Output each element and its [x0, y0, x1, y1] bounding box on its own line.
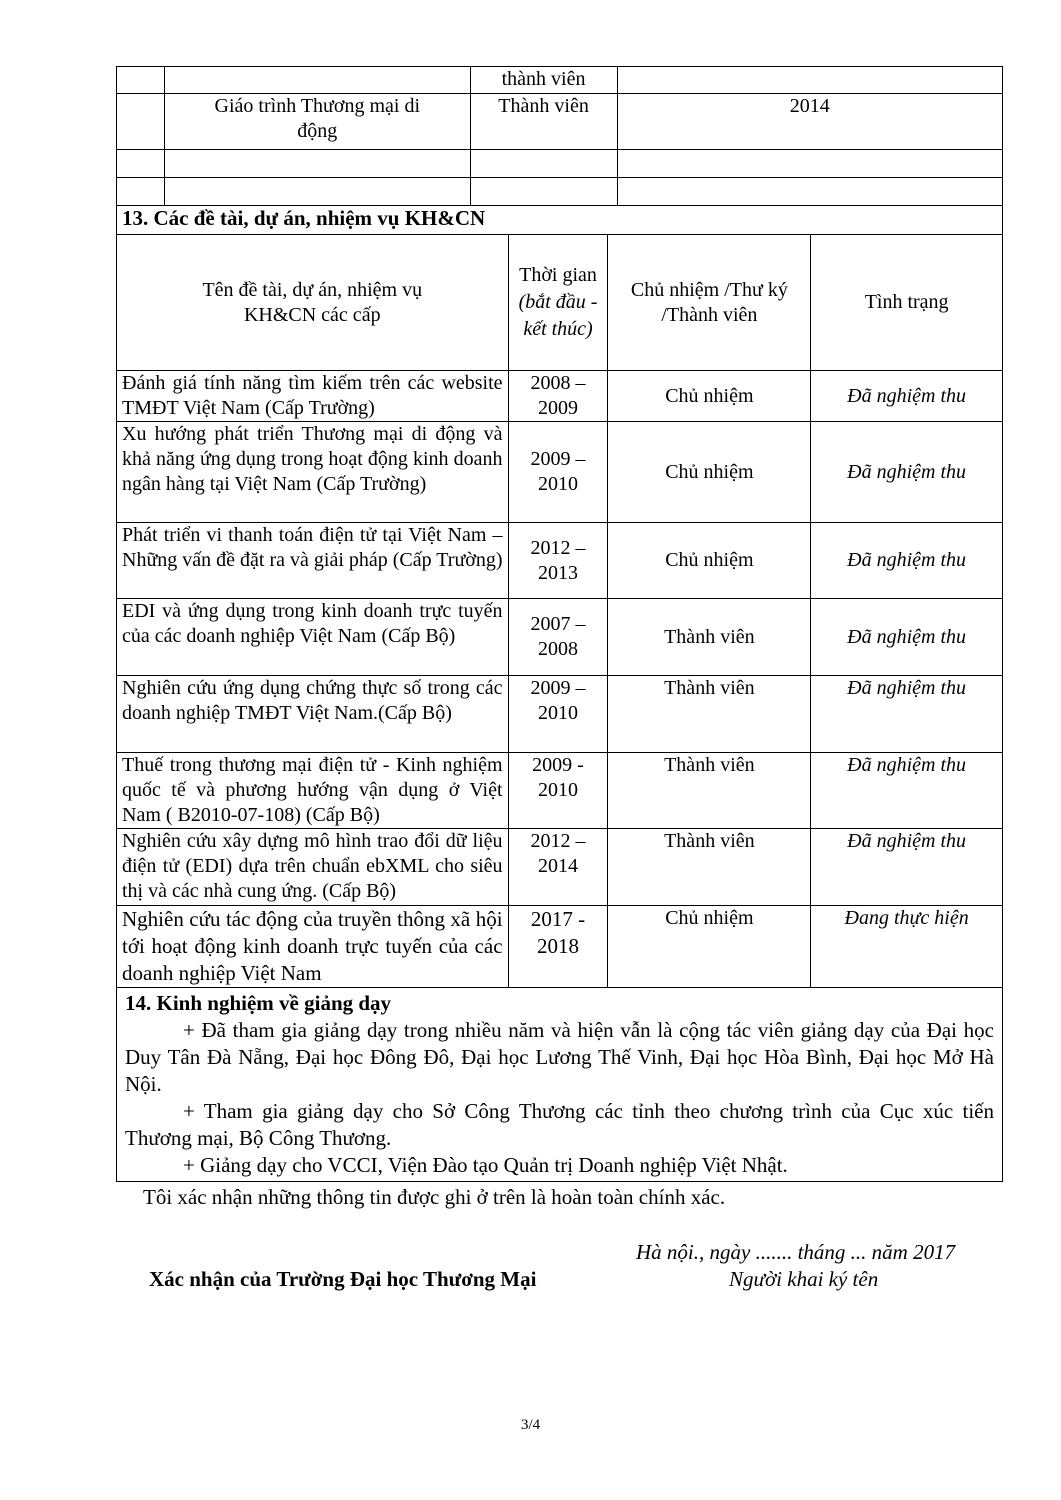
publication-year: 2014	[617, 94, 1003, 150]
project-status: Đã nghiệm thu	[811, 676, 1003, 753]
publication-role: thành viên	[470, 67, 617, 94]
project-name: Đánh giá tính năng tìm kiếm trên các website TMĐT Việt Nam (Cấp Trường)	[117, 371, 509, 422]
section-14	[117, 988, 1003, 1182]
section-14-heading: 14. Kinh nghiệm về giảng dạy	[125, 991, 392, 1015]
table-row	[117, 371, 1003, 422]
teaching-paragraph-3: + Giảng dạy cho VCCI, Viện Đào tạo Quản trị Doanh nghiệp Việt Nhật.	[183, 1153, 788, 1177]
date-line: Hà nội., ngày ....... tháng ... năm 2017	[636, 1240, 956, 1264]
header-role: Chủ nhiệm /Thư ký /Thành viên	[608, 235, 811, 371]
table-row	[117, 94, 1003, 150]
project-time: 2009 – 2010	[508, 676, 608, 753]
project-role: Thành viên	[608, 829, 811, 906]
publication-title	[164, 150, 470, 178]
table-cell	[117, 178, 165, 206]
header-time-label: Thời gian	[519, 264, 597, 286]
project-role: Chủ nhiệm	[608, 371, 811, 422]
project-time: 2017 - 2018	[508, 906, 608, 988]
table-row	[117, 523, 1003, 599]
project-status: Đã nghiệm thu	[811, 422, 1003, 523]
project-name: Nghiên cứu tác động của truyền thông xã hội tới hoạt động kinh doanh trực tuyến của các doanh nghiệp Việt Nam	[117, 906, 509, 988]
publication-title	[164, 67, 470, 94]
university-confirmation: Xác nhận của Trường Đại học Thương Mại	[149, 1267, 537, 1291]
table-row	[117, 178, 1003, 206]
project-name: Nghiên cứu ứng dụng chứng thực số trong các doanh nghiệp TMĐT Việt Nam.(Cấp Bộ)	[117, 676, 509, 753]
project-status: Đã nghiệm thu	[811, 753, 1003, 829]
table-row	[117, 829, 1003, 906]
project-role: Thành viên	[608, 753, 811, 829]
publication-title: Giáo trình Thương mại di động	[164, 94, 470, 150]
project-name: Thuế trong thương mại điện tử - Kinh nghiệm quốc tế và phương hướng vận dụng ở Việt Nam ( B2010-07-108) (Cấp Bộ)	[117, 753, 509, 829]
project-role: Chủ nhiệm	[608, 523, 811, 599]
project-status: Đang thực hiện	[811, 906, 1003, 988]
project-name: Phát triển vi thanh toán điện tử tại Việt Nam – Những vấn đề đặt ra và giải pháp (Cấp Trường)	[117, 523, 509, 599]
project-name: EDI và ứng dụng trong kinh doanh trực tuyến của các doanh nghiệp Việt Nam (Cấp Bộ)	[117, 599, 509, 676]
publication-year	[617, 178, 1003, 206]
table-cell	[117, 150, 165, 178]
project-role: Thành viên	[608, 599, 811, 676]
project-time: 2012 – 2013	[508, 523, 608, 599]
header-project-name: Tên đề tài, dự án, nhiệm vụ KH&CN các cấp	[117, 235, 509, 371]
project-time: 2009 – 2010	[508, 422, 608, 523]
signer-label: Người khai ký tên	[729, 1267, 879, 1291]
table-row	[117, 753, 1003, 829]
project-status: Đã nghiệm thu	[811, 371, 1003, 422]
publication-role	[470, 150, 617, 178]
header-time-range: (bắt đầu - kết thúc)	[518, 291, 598, 340]
table-row	[117, 599, 1003, 676]
table-row	[117, 906, 1003, 988]
teaching-paragraph-1: + Đã tham gia giảng dạy trong nhiều năm và hiện vẫn là cộng tác viên giảng dạy của Đại học Duy Tân Đà Nẵng, Đại học Đông Đô, Đại học Lương Thế Vinh, Đại học Hòa Bình, Đại học Mở Hà Nội.	[125, 1018, 994, 1096]
project-status: Đã nghiệm thu	[811, 599, 1003, 676]
page-number: 3/4	[521, 1417, 541, 1433]
publication-year	[617, 67, 1003, 94]
project-role: Chủ nhiệm	[608, 906, 811, 988]
publications-table-continued	[116, 66, 1003, 206]
project-name: Nghiên cứu xây dựng mô hình trao đổi dữ liệu điện tử (EDI) dựa trên chuẩn ebXML cho siêu thị và các nhà cung ứng. (Cấp Bộ)	[117, 829, 509, 906]
table-header-row	[117, 235, 1003, 371]
teaching-paragraph-2: + Tham gia giảng dạy cho Sở Công Thương các tỉnh theo chương trình của Cục xúc tiến Thương mại, Bộ Công Thương.	[125, 1099, 994, 1150]
project-status: Đã nghiệm thu	[811, 829, 1003, 906]
project-time: 2008 – 2009	[508, 371, 608, 422]
project-role: Chủ nhiệm	[608, 422, 811, 523]
header-status: Tình trạng	[811, 235, 1003, 371]
project-time: 2012 – 2014	[508, 829, 608, 906]
project-time: 2009 - 2010	[508, 753, 608, 829]
project-status: Đã nghiệm thu	[811, 523, 1003, 599]
project-time: 2007 – 2008	[508, 599, 608, 676]
section-14-row	[117, 988, 1003, 1182]
table-row	[117, 422, 1003, 523]
publication-year	[617, 150, 1003, 178]
project-role: Thành viên	[608, 676, 811, 753]
publication-role: Thành viên	[470, 94, 617, 150]
table-row	[117, 150, 1003, 178]
section-13-heading: 13. Các đề tài, dự án, nhiệm vụ KH&CN	[117, 206, 1003, 235]
publication-title	[164, 178, 470, 206]
table-row	[117, 67, 1003, 94]
projects-table	[116, 205, 1003, 1182]
table-cell	[117, 94, 165, 150]
table-cell	[117, 67, 165, 94]
table-row	[117, 676, 1003, 753]
header-time	[508, 235, 608, 371]
confirmation-statement: Tôi xác nhận những thông tin được ghi ở trên là hoàn toàn chính xác.	[143, 1185, 726, 1209]
publication-role	[470, 178, 617, 206]
project-name: Xu hướng phát triển Thương mại di động và khả năng ứng dụng trong hoạt động kinh doanh ngân hàng tại Việt Nam (Cấp Trường)	[117, 422, 509, 523]
